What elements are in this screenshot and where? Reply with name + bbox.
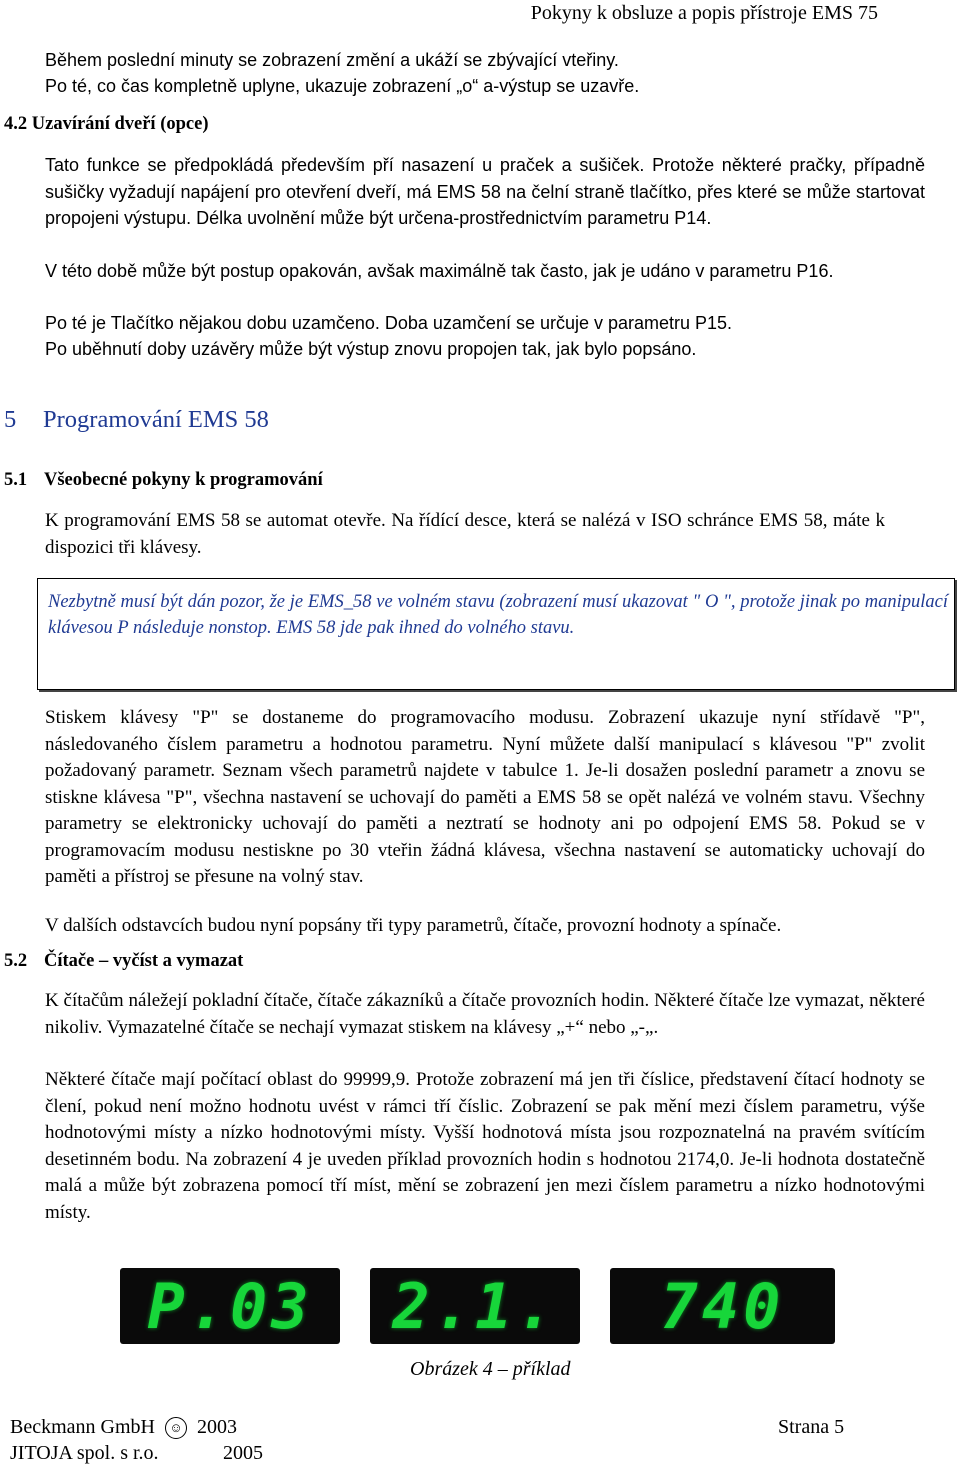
- led-display-parameter: [120, 1268, 340, 1344]
- footer-line-1: [10, 1416, 237, 1439]
- section-5-1-para-3: V dalších odstavcích budou nyní popsány tři typy parametrů, čítače, provozní hodnoty a spínače.: [45, 915, 782, 936]
- section-4-2-para-4: Po uběhnutí doby uzávěry může být výstup znovu propojen tak, jak bylo popsáno.: [45, 339, 697, 359]
- intro-line-1: Během poslední minuty se zobrazení změní a ukáží se zbývající vteřiny.: [45, 50, 619, 70]
- section-4-2-para-1: Tato funkce se předpokládá především pří nasazení u praček a sušiček. Protože některé pračky, případně sušičky vyžadují napájení pro otevření dveří, má EMS 58 na čelní straně tlačítko, přes které se může startovat propojeni výstupu. Délka uvolnění může být určena-prostřednictvím parametru P14.: [45, 155, 925, 228]
- footer-line-2: [10, 1442, 263, 1465]
- page-header: Pokyny k obsluze a popis přístroje EMS 75: [530, 2, 878, 24]
- section-5-1-para-1: K programování EMS 58 se automat otevře. Na řídící desce, která se nalézá v ISO schránce EMS 58, máte k dispozici tři klávesy.: [45, 510, 885, 558]
- warning-text: Nezbytně musí být dán pozor, že je EMS_58 ve volném stavu (zobrazení musí ukazovat " O ", protože jinak po manipulací klávesou P následuje nonstop. EMS 58 jde pak ihned do volného stavu.: [48, 592, 948, 638]
- section-5-2-para-1: K čítačům náležejí pokladní čítače, čítače zákazníků a čítače provozních hodin. Některé čítače lze vymazat, některé nikoliv. Vymazatelné čítače se nechají vymazat stiskem na klávesy „+“ nebo „-„.: [45, 990, 925, 1038]
- led-display-parameter-value: P.03: [147, 1269, 313, 1343]
- warning-box: [37, 578, 955, 690]
- section-4-2-heading: 4.2 Uzavírání dveří (opce): [4, 114, 209, 134]
- led-display-high-digits-value: 2.1.: [392, 1269, 558, 1343]
- led-display-low-digits-value: 740: [660, 1269, 785, 1343]
- footer-year-1: 2003: [196, 1416, 237, 1438]
- section-4-2-para-3: Po té je Tlačítko nějakou dobu uzamčeno. Doba uzamčení se určuje v parametru P15.: [45, 313, 733, 333]
- copyright-icon: ☺: [165, 1417, 187, 1439]
- section-5-1-heading: [4, 470, 323, 491]
- footer-year-2: 2005: [223, 1442, 263, 1464]
- footer-page-number: Strana 5: [778, 1416, 845, 1438]
- section-5-1-title: Všeobecné pokyny k programování: [44, 470, 323, 490]
- section-5-2-number: 5.2: [4, 951, 28, 971]
- section-5-2-title: Čítače – vyčíst a vymazat: [44, 951, 244, 971]
- section-5-number: 5: [4, 406, 17, 433]
- footer-company-2: JITOJA spol. s r.o.: [10, 1442, 159, 1464]
- led-display-high-digits: [370, 1268, 580, 1344]
- led-display-low-digits: [610, 1268, 835, 1344]
- section-5-1-para-2: Stiskem klávesy "P" se dostaneme do programovacího modusu. Zobrazení ukazuje nyní střídavě "P", následovaného číslem parametru a hodnotou parametru. Nyní můžete další manipulací s klávesou "P" zvolit požadovaný parametr. Seznam všech parametrů najdete v tabulce 1. Je-li dosažen poslední parametr a znovu se stiskne klávesa "P", všechna nastavení se uchovají do paměti a EMS 58 se opět nalézá ve volném stavu. Všechny parametry se elektronicky uchovají do paměti a neztratí se hodnoty ani po odpojení EMS 58. Pokud se v programovacím modusu nestiskne po 30 vteřin žádná klávesa, všechna nastavení se automaticky uchovají do paměti a přístroj se přesune na volný stav.: [45, 707, 925, 887]
- section-5-1-number: 5.1: [4, 470, 28, 490]
- section-4-2-para-2: V této době může být postup opakován, avšak maximálně tak často, jak je udáno v parametru P16.: [45, 261, 834, 281]
- figure-caption: Obrázek 4 – příklad: [410, 1358, 571, 1380]
- section-5-2-heading: [4, 951, 243, 972]
- section-5-title: Programování EMS 58: [43, 406, 269, 433]
- section-5-heading: [4, 406, 269, 434]
- intro-line-2: Po té, co čas kompletně uplyne, ukazuje zobrazení „o“ a-výstup se uzavře.: [45, 76, 640, 96]
- section-5-2-para-2: Některé čítače mají počítací oblast do 99999,9. Protože zobrazení má jen tři číslice, představení čítací hodnoty se člení, pokud není možno hodnotu uvést v rámci tří číslic. Zobrazení se pak mění mezi číslem parametru, výše hodnotovými místy a nízko hodnotovými místy. Vyšší hodnotová místa jsou rozpoznatelná na pravém svítícím desetinném bodu. Na zobrazení 4 je uveden příklad provozních hodin s hodnotou 2174,0. Je-li hodnota dostatečně malá a může být zobrazena pomocí tří míst, mění se zobrazení jen mezi číslem parametru a nízko hodnotovými místy.: [45, 1069, 925, 1223]
- footer-company-1: Beckmann GmbH: [10, 1416, 155, 1438]
